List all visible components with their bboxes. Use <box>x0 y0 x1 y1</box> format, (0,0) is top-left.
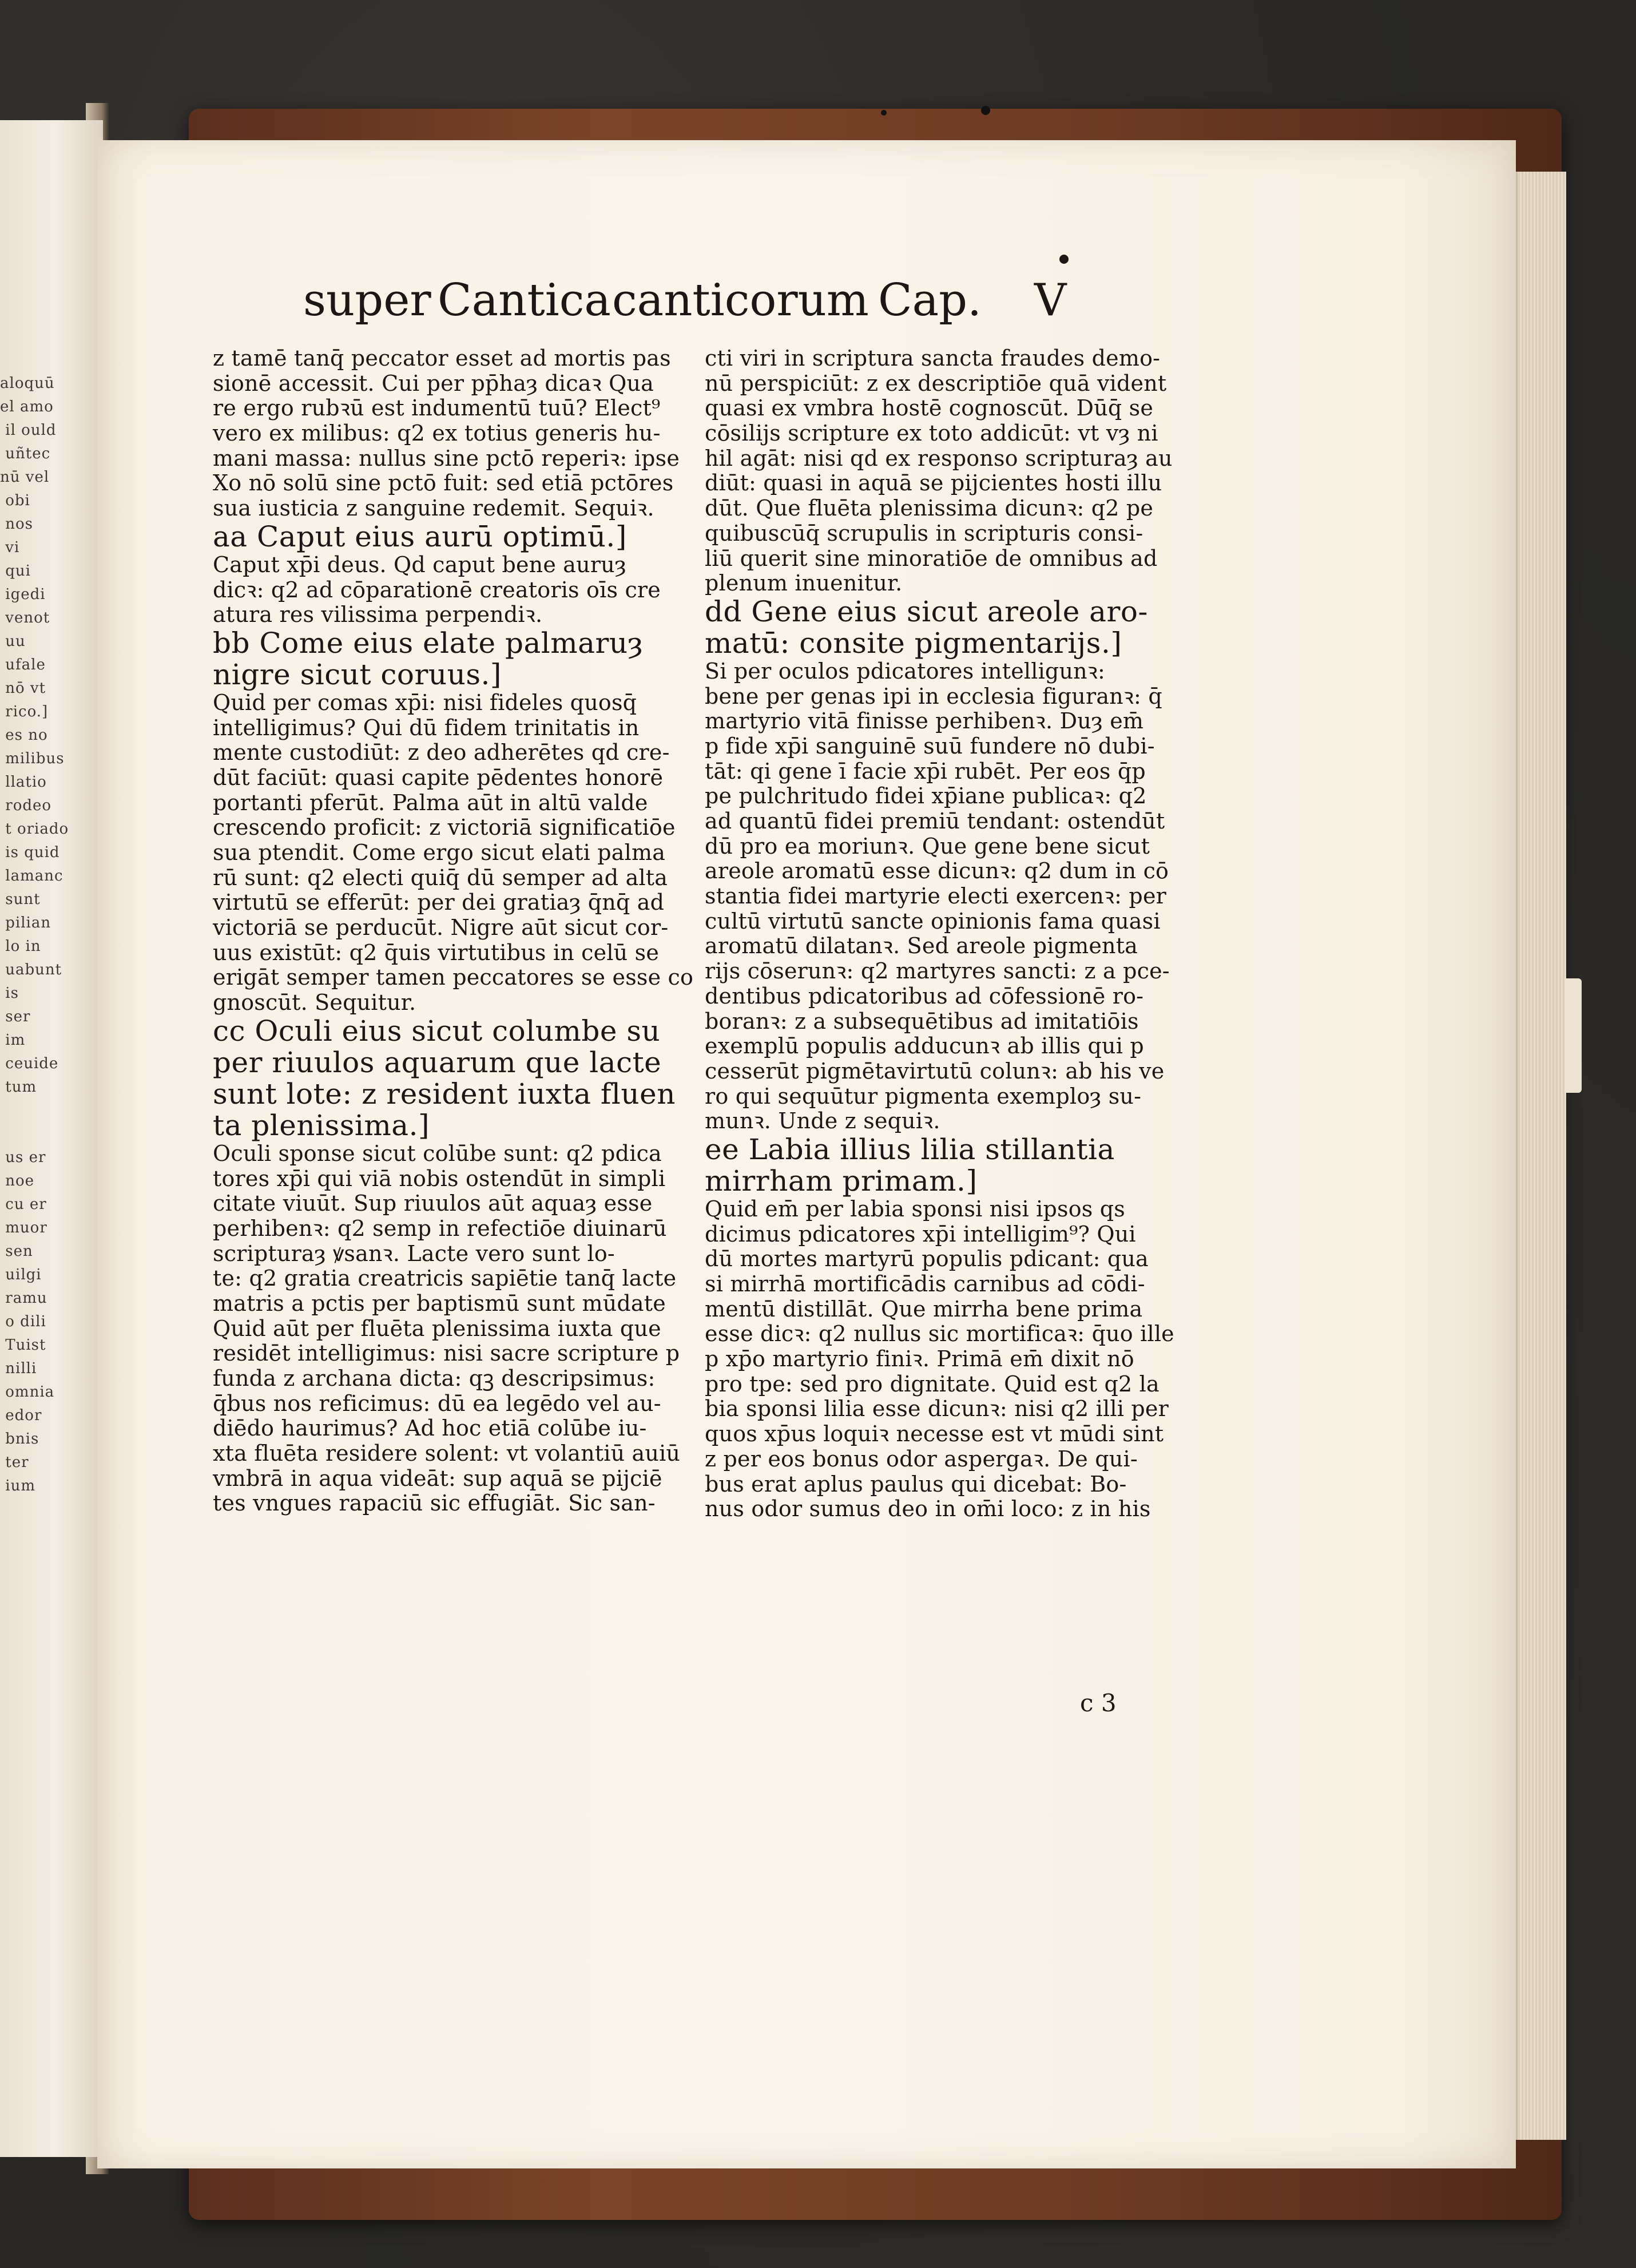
text-line: Quid aūt per fluēta plenissima iuxta que <box>213 1315 661 1341</box>
section-heading-line: bb Come eius elate palmaruȝ <box>213 626 644 660</box>
section-heading-line: cc Oculi eius sicut columbe su <box>213 1014 661 1048</box>
text-line: z per eos bonus odor aspergaꝛ. De qui- <box>705 1446 1138 1472</box>
text-line: areole aromatū esse dicunꝛ: q2 dum in cō <box>705 858 1169 884</box>
running-head-word: canticorum <box>612 275 869 326</box>
text-line: ro qui sequūtur pigmenta exemploȝ su- <box>705 1083 1142 1109</box>
text-line: mani massa: nullus sine pctō reperiꝛ: ipse <box>213 445 680 471</box>
text-line: dentibus pdicatoribus ad cōfessionē ro- <box>705 983 1144 1009</box>
running-head-chapter: V <box>1034 275 1067 326</box>
text-line: erigāt semper tamen peccatores se esse co <box>213 965 694 990</box>
text-line: atura res vilissima perpendiꝛ. <box>213 602 543 628</box>
text-line: Xo nō solū sine pctō fuit: sed etiā pctōres <box>213 470 674 496</box>
text-line: dicimus pdicatores xp̄i intelligim⁹? Qui <box>705 1221 1136 1247</box>
text-line: dūt faciūt: quasi capite pēdentes honorē <box>213 764 664 790</box>
previous-leaf-text: aloquū el amo il ould uñtec nū vel obi nos vi qui igedi venot uu ufale nō vt rico.] es no milibus llatio rodeo t oriado is quid lamanc sunt pilian lo in uabunt is ser im ceuide tum us er noe cu er muor sen uilgi ramu o dili Tuist nilli omnia edor bnis ter ium <box>0 375 69 1494</box>
text-line: dūt. Que fluēta plenissima dicunꝛ: q2 pe <box>705 495 1154 521</box>
section-heading-line: sunt lote: z resident iuxta fluen <box>213 1077 676 1111</box>
section-heading-line: aa Caput eius aurū optimū.] <box>213 520 627 553</box>
fore-edge <box>1516 172 1566 2140</box>
text-line: bene per genas ipi in ecclesia figuranꝛ: q̄ <box>705 683 1162 709</box>
text-line: funda z archana dicta: qꝫ descripsimus: <box>213 1366 656 1391</box>
text-line: hil agāt: nisi qd ex responso scripturaȝ au <box>705 445 1173 471</box>
text-line: pro tpe: sed pro dignitate. Quid est q2 la <box>705 1371 1160 1397</box>
text-line: victoriā se perducūt. Nigre aūt sicut cor- <box>213 915 669 941</box>
text-line: rijs cōserunꝛ: q2 martyres sancti: z a pce- <box>705 958 1170 984</box>
running-head-word: super <box>303 275 431 326</box>
text-line: crescendo proficit: z victoriā significatiōe <box>213 815 676 840</box>
text-line: residēt intelligimus: nisi sacre scripture p <box>213 1341 680 1366</box>
text-line: exemplū populis adducunꝛ ab illis qui p <box>705 1033 1144 1059</box>
text-line: munꝛ. Unde z sequiꝛ. <box>705 1108 940 1134</box>
text-line: ad quantū fidei premiū tendant: ostendūt <box>705 808 1165 834</box>
text-line: vmbrā in aqua videāt: sup aquā se pijciē <box>213 1465 662 1491</box>
text-line: quasi ex vmbra hostē cognoscūt. Dūq̄ se <box>705 395 1154 421</box>
text-line: xta fluēta residere solent: vt volantiū auiū <box>213 1441 681 1466</box>
ornament-dot <box>1059 255 1069 264</box>
text-line: rū sunt: q2 electi quiq̄ dū semper ad alta <box>213 865 668 890</box>
text-line: pe pulchritudo fidei xp̄iane publicaꝛ: q2 <box>705 783 1147 809</box>
text-line: uus existūt: q2 q̄uis virtutibus in celū se <box>213 939 660 965</box>
text-line: sua iusticia z sanguine redemit. Sequiꝛ. <box>213 495 654 521</box>
section-heading-line: matū: consite pigmentarijs.] <box>705 626 1122 660</box>
text-line: mente custodiūt: z deo adherētes qd cre- <box>213 740 670 766</box>
running-head-word: Cap. <box>878 275 982 326</box>
text-line: Caput xp̄i deus. Qd caput bene auruȝ <box>213 552 626 577</box>
text-line: nū perspiciūt: z ex descriptiōe quā vident <box>705 370 1167 396</box>
text-line: cti viri in scriptura sancta fraudes demo- <box>705 346 1161 371</box>
section-heading-line: ta plenissima.] <box>213 1108 430 1142</box>
text-line: liū querit sine minoratiōe de omnibus ad <box>705 545 1158 571</box>
text-line: tores xp̄i qui viā nobis ostendūt in simpli <box>213 1165 666 1191</box>
text-line: p xp̄o martyrio finiꝛ. Primā em̄ dixit nō <box>705 1346 1134 1372</box>
text-line: bus erat aplus paulus qui dicebat: Bo- <box>705 1471 1127 1497</box>
binding-hole-icon <box>981 106 990 115</box>
text-line: diūt: quasi in aquā se pijcientes hosti illu <box>705 470 1162 496</box>
previous-leaf <box>0 120 103 2157</box>
text-line: portanti pferūt. Palma aūt in altū valde <box>213 790 648 815</box>
text-line: aromatū dilatanꝛ. Sed areole pigmenta <box>705 933 1138 959</box>
text-line: martyrio vitā finisse perhibenꝛ. Duȝ em̄ <box>705 708 1144 734</box>
text-line: mentū distillāt. Que mirrha bene prima <box>705 1296 1143 1322</box>
text-line: citate viuūt. Sup riuulos aūt aquaȝ esse <box>213 1191 653 1216</box>
text-line: nus odor sumus deo in om̄i loco: z in his <box>705 1496 1151 1522</box>
text-line: intelligimus? Qui dū fidem trinitatis in <box>213 715 640 740</box>
text-column-right <box>705 346 1174 1522</box>
text-line: tes vngues rapaciū sic effugiāt. Sic san- <box>213 1490 656 1516</box>
text-line: diēdo haurimus? Ad hoc etiā colūbe iu- <box>213 1415 647 1441</box>
text-line: dū mortes martyrū populis pdicant: qua <box>705 1246 1149 1272</box>
text-line: quibuscūq̄ scrupulis in scripturis consi- <box>705 520 1143 546</box>
text-line: z tamē tanq̄ peccator esset ad mortis pas <box>213 346 671 371</box>
text-line: plenum inuenitur. <box>705 570 903 596</box>
text-line: gnoscūt. Sequitur. <box>213 990 416 1016</box>
text-line: bia sponsi lilia esse dicunꝛ: nisi q2 illi per <box>705 1396 1169 1422</box>
text-line: boranꝛ: z a subsequētibus ad imitatiōis <box>705 1008 1139 1034</box>
text-line: quos xp̄us loquiꝛ necesse est vt mūdi sint <box>705 1421 1164 1447</box>
text-line: dū pro ea moriunꝛ. Que gene bene sicut <box>705 833 1150 859</box>
text-line: tāt: qi gene ī facie xp̄i rubēt. Per eos q̄p <box>705 758 1146 784</box>
text-line: re ergo rubꝛū est indumentū tuū? Elect⁹ <box>213 395 661 421</box>
text-line: vero ex milibus: q2 ex totius generis hu- <box>213 421 661 446</box>
text-line: matris a pctis per baptismū sunt mūdate <box>213 1290 666 1316</box>
text-line: Si per oculos pdicatores intelligunꝛ: <box>705 658 1106 684</box>
text-line: sionē accessit. Cui per pp̄haȝ dicaꝛ Qua <box>213 370 654 396</box>
section-heading-line: per riuulos aquarum que lacte <box>213 1045 662 1079</box>
binding-hole-icon <box>881 110 887 116</box>
text-line: esse dicꝛ: q2 nullus sic mortificaꝛ: q̄uo ille <box>705 1321 1174 1347</box>
text-line: p fide xp̄i sanguinē suū fundere nō dubi- <box>705 733 1155 759</box>
section-heading-line: nigre sicut coruus.] <box>213 657 502 691</box>
text-line: si mirrhā mortificādis carnibus ad cōdi- <box>705 1271 1145 1296</box>
text-line: scripturaȝ ꝟsanꝛ. Lacte vero sunt lo- <box>213 1240 615 1266</box>
text-line: stantia fidei martyrie electi exercenꝛ: per <box>705 883 1167 909</box>
page-tab <box>1564 978 1582 1093</box>
text-line: Quid em̄ per labia sponsi nisi ipsos qs <box>705 1196 1125 1222</box>
text-column-left <box>213 346 694 1516</box>
text-line: virtutū se efferūt: per dei gratiaȝ q̄nq̄ ad <box>213 890 665 915</box>
text-line: cōsilijs scripture ex toto addicūt: vt vȝ ni <box>705 421 1158 446</box>
text-line: sua ptendit. Come ergo sicut elati palma <box>213 840 666 865</box>
text-line: perhibenꝛ: q2 semp in refectiōe diuinarū <box>213 1215 667 1241</box>
text-line: dicꝛ: q2 ad cōparationē creatoris oīs cre <box>213 577 661 602</box>
section-heading-line: dd Gene eius sicut areole aro- <box>705 594 1148 628</box>
section-heading-line: ee Labia illius lilia stillantia <box>705 1132 1115 1166</box>
running-head-word: Cantica <box>438 275 611 326</box>
section-heading-line: mirrham primam.] <box>705 1164 978 1198</box>
text-line: cesserūt pigmētavirtutū colunꝛ: ab his ve <box>705 1058 1165 1084</box>
text-line: cultū virtutū sancte opinionis fama quasi <box>705 908 1161 934</box>
text-line: q̄bus nos reficimus: dū ea legēdo vel au- <box>213 1390 661 1416</box>
text-line: Oculi sponse sicut colūbe sunt: q2 pdica <box>213 1140 662 1166</box>
signature-mark: c 3 <box>1080 1689 1117 1717</box>
text-line: Quid per comas xp̄i: nisi fideles quosq̄ <box>213 689 637 715</box>
text-line: te: q2 gratia creatricis sapiētie tanq̄ lacte <box>213 1266 677 1291</box>
